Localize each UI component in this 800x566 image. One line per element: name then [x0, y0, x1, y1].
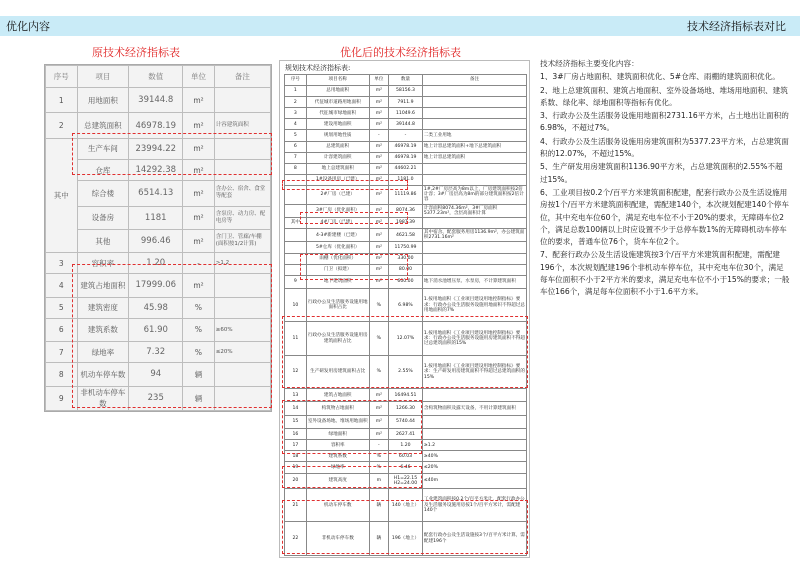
optimized-cell-item: 绿地率 — [306, 462, 369, 473]
optimized-cell-no — [285, 185, 307, 204]
optimized-table-row — [285, 415, 527, 428]
optimized-cell-no: 11 — [285, 322, 307, 355]
optimized-cell-value: 46978.19 — [389, 141, 423, 152]
optimized-cell-note — [422, 97, 526, 108]
optimized-cell-value: 11750.99 — [389, 242, 423, 253]
optimized-cell-item: 非机动车停车数 — [306, 522, 369, 556]
optimized-header-no: 序号 — [285, 75, 307, 86]
optimized-cell-unit: m² — [369, 119, 388, 130]
optimized-cell-value: 600.00 — [389, 275, 423, 288]
notes-item: 7、配套行政办公及生活设施建筑按3个/百平方米建筑面积配建，需配建196个，本次规划配建196个非机动车停车位，其中充电车位30个，满足每车位面积不小于2平方米的要求，满足充电车位不小于15%的要求；一般车位166个，满足每车位面积不小于1.6平方米。 — [540, 250, 790, 297]
notes-item: 4、行政办公及生活服务设施用房建筑面积为5377.23平方米，占总建筑面积的12.07%，不超过15%。 — [540, 136, 789, 159]
original-cell-item: 机动车停车数 — [77, 363, 129, 386]
original-cell-value: 996.46 — [129, 229, 183, 252]
optimized-cell-item: 建筑系数 — [306, 451, 369, 462]
original-cell-value: 235 — [129, 386, 183, 410]
optimized-cell-item: 行政办公及生活服务设施用地面积占比 — [306, 289, 369, 322]
optimized-cell-unit: m² — [369, 415, 388, 428]
header-right-title: 技术经济指标表对比 — [687, 20, 786, 33]
optimized-cell-value: 140（地上） — [389, 489, 423, 522]
optimized-cell-item: 室外设备场地、堆场用地面积 — [306, 415, 369, 428]
optimized-cell-item: 4-3#新建楼（已建） — [306, 229, 369, 242]
optimized-cell-unit: m² — [369, 152, 388, 163]
optimized-cell-unit: - — [369, 130, 388, 141]
optimized-cell-value: 2627.41 — [389, 429, 423, 440]
original-cell-no: 5 — [46, 297, 78, 318]
optimized-cell-item: 容积率 — [306, 440, 369, 451]
original-cell-unit: % — [183, 297, 215, 318]
optimized-cell-no: 10 — [285, 289, 307, 322]
original-cell-unit: % — [183, 342, 215, 363]
original-cell-note: ≥60% — [214, 318, 270, 341]
optimized-cell-item: 构筑物占地面积 — [306, 402, 369, 415]
optimized-cell-unit: m² — [369, 86, 388, 97]
original-table-row — [46, 229, 271, 252]
notes-item: 5、生产研发用房建筑面积1136.90平方米，占总建筑面积的2.55%不超过15%。 — [540, 162, 783, 184]
optimized-cell-no — [285, 264, 307, 275]
optimized-table-caption: 规划技术经济指标表: — [285, 64, 351, 72]
original-cell-note — [214, 138, 270, 159]
optimized-cell-unit: 辆 — [369, 522, 388, 556]
optimized-cell-value: - — [389, 130, 423, 141]
notes-item: 6、工业项目按0.2个/百平方米建筑面积配建，配套行政办公及生活设施用房按1个/百平方米建筑面积配建，需配建140个，本次规划配建140个停车位，其中充电车位60个，满足充电车位不小于20%的要求，无障碍车位2个，满足总数100辆以上时应设置不少于总停车数1%的无障碍机动车停车位的要求，普通车位76个，货车车位2个。 — [540, 187, 789, 247]
optimized-table-row — [285, 218, 527, 229]
optimized-cell-no: 19 — [285, 462, 307, 473]
optimized-table-row — [285, 451, 527, 462]
optimized-cell-note: 1#,2#厂房层高为8m以上，厂房建筑面积按2倍计容；3#厂房层高为8m的部分建筑面积按2倍计容 — [422, 185, 526, 204]
optimized-cell-value: 1987.39 — [389, 218, 423, 229]
changes-notes — [540, 58, 790, 300]
optimized-table-row — [285, 152, 527, 163]
optimized-cell-unit: m² — [369, 141, 388, 152]
optimized-table-row — [285, 522, 527, 556]
optimized-cell-item: 4#厂房（已建） — [306, 218, 369, 229]
original-cell-item: 其他 — [77, 229, 129, 252]
original-cell-no: 6 — [46, 318, 78, 341]
optimized-cell-value: 1.20 — [389, 440, 423, 451]
optimized-table-row — [285, 322, 527, 355]
optimized-cell-value: 8074.36 — [389, 204, 423, 217]
original-cell-note — [214, 297, 270, 318]
original-table-row — [46, 342, 271, 363]
optimized-header-unit: 单位 — [369, 75, 388, 86]
optimized-cell-no: 13 — [285, 389, 307, 402]
original-cell-item: 建筑占地面积 — [77, 274, 129, 297]
optimized-cell-no: 18 — [285, 451, 307, 462]
original-header-unit: 单位 — [183, 66, 215, 88]
optimized-cell-unit: m² — [369, 242, 388, 253]
optimized-cell-item: 地下建筑面积 — [306, 275, 369, 288]
optimized-cell-unit: % — [369, 355, 388, 388]
optimized-table-row — [285, 108, 527, 119]
original-cell-item: 生产车间 — [77, 138, 129, 159]
original-table-image — [44, 64, 272, 412]
optimized-cell-note — [422, 429, 526, 440]
optimized-cell-unit: m² — [369, 429, 388, 440]
optimized-cell-note: 地上计容总建筑面积 — [422, 152, 526, 163]
optimized-cell-no: 16 — [285, 429, 307, 440]
original-cell-value: 94 — [129, 363, 183, 386]
optimized-cell-value: 5740.44 — [389, 415, 423, 428]
original-cell-item: 仓库 — [77, 159, 129, 180]
original-cell-unit: m² — [183, 88, 215, 113]
original-cell-note — [214, 88, 270, 113]
optimized-table-row — [285, 462, 527, 473]
optimized-cell-item: 2#厂房（已建） — [306, 185, 369, 204]
header-left-title: 优化内容 — [6, 20, 50, 33]
original-cell-no: 4 — [46, 274, 78, 297]
original-table-row — [46, 113, 271, 138]
optimized-cell-value: 39144.8 — [389, 119, 423, 130]
optimized-cell-note — [422, 253, 526, 264]
optimized-cell-unit: m — [369, 473, 388, 489]
optimized-cell-note — [422, 86, 526, 97]
optimized-cell-note — [422, 264, 526, 275]
original-cell-item: 建筑密度 — [77, 297, 129, 318]
original-cell-item: 绿地率 — [77, 342, 129, 363]
optimized-cell-unit: m² — [369, 389, 388, 402]
optimized-table-row — [285, 402, 527, 415]
optimized-cell-note: 含构筑物面积及露天设备，不用计算建筑面积 — [422, 402, 526, 415]
original-cell-item: 综合楼 — [77, 181, 129, 206]
optimized-cell-note — [422, 119, 526, 130]
original-table-row — [46, 386, 271, 410]
original-cell-note: 含门卫、管廊/车棚(面积按1/2计算) — [214, 229, 270, 252]
optimized-cell-unit: m² — [369, 108, 388, 119]
optimized-table-row — [285, 97, 527, 108]
optimized-table-row — [285, 174, 527, 185]
optimized-table-row — [285, 289, 527, 322]
optimized-cell-note — [422, 108, 526, 119]
optimized-cell-item: 总建筑面积 — [306, 141, 369, 152]
original-header-no: 序号 — [46, 66, 78, 88]
original-cell-value: 7.32 — [129, 342, 183, 363]
optimized-cell-unit: m² — [369, 174, 388, 185]
optimized-cell-item: 机动车停车数 — [306, 489, 369, 522]
original-table-row — [46, 274, 271, 297]
optimized-cell-no: 2 — [285, 97, 307, 108]
original-cell-unit: m² — [183, 138, 215, 159]
header-bar — [0, 0, 800, 36]
optimized-cell-value: 80.00 — [389, 264, 423, 275]
original-cell-unit: m² — [183, 159, 215, 180]
original-cell-value: 61.90 — [129, 318, 183, 341]
optimized-cell-item: 建筑高度 — [306, 473, 369, 489]
optimized-cell-no: 9 — [285, 275, 307, 288]
optimized-cell-value: H1=22.15 H2=24.00 — [389, 473, 423, 489]
optimized-cell-value: 11049.6 — [389, 108, 423, 119]
optimized-cell-note: ≤20% — [422, 462, 526, 473]
optimized-cell-no: 3 — [285, 108, 307, 119]
optimized-cell-unit: m² — [369, 275, 388, 288]
optimized-cell-value: 1266.30 — [389, 402, 423, 415]
optimized-cell-note: 1.按用地面积《工业项目建设用地控制指标》要求：行政办公及生活服务设施用地面积不得超过总用地面积的7% — [422, 289, 526, 322]
optimized-cell-no: 22 — [285, 522, 307, 556]
optimized-cell-unit: m² — [369, 204, 388, 217]
optimized-cell-no — [285, 242, 307, 253]
original-cell-note: 含办公、宿舍、食堂等配套 — [214, 181, 270, 206]
original-table-row — [46, 297, 271, 318]
original-cell-unit: - — [183, 253, 215, 274]
optimized-cell-note — [422, 389, 526, 402]
optimized-cell-note: 地下消水池增压泵、水泵房，不计算建筑面积 — [422, 275, 526, 288]
optimized-cell-value: 6.98% — [389, 289, 423, 322]
optimized-cell-no: 7 — [285, 152, 307, 163]
original-cell-value: 14292.38 — [129, 159, 183, 180]
optimized-cell-no — [285, 204, 307, 217]
optimized-cell-unit: m² — [369, 229, 388, 242]
optimized-table-title: 优化后的技术经济指标表 — [340, 46, 461, 59]
optimized-cell-item: 总用地面积 — [306, 86, 369, 97]
optimized-cell-note: 配套行政办公及生活设施按3个/百平方米计算，需配建196个 — [422, 522, 526, 556]
optimized-table — [284, 74, 527, 556]
original-header-note: 备注 — [214, 66, 270, 88]
original-cell-value: 45.98 — [129, 297, 183, 318]
original-cell-unit: 辆 — [183, 363, 215, 386]
original-cell-item: 总建筑面积 — [77, 113, 129, 138]
original-cell-no: 1 — [46, 88, 78, 113]
optimized-table-row — [285, 264, 527, 275]
optimized-cell-unit: m² — [369, 163, 388, 174]
optimized-cell-no — [285, 253, 307, 264]
optimized-cell-no: 4 — [285, 119, 307, 130]
original-cell-value: 17999.06 — [129, 274, 183, 297]
optimized-table-row — [285, 204, 527, 217]
optimized-table-row — [285, 130, 527, 141]
original-cell-note: ≤20% — [214, 342, 270, 363]
optimized-cell-item: 规划用地性质 — [306, 130, 369, 141]
optimized-cell-no: 12 — [285, 355, 307, 388]
optimized-cell-note: 计容面积8074.36m²，3#厂房面积5377.23m²，含层高面积计算 — [422, 204, 526, 217]
optimized-cell-value: 4621.58 — [389, 229, 423, 242]
original-cell-value: 6514.13 — [129, 181, 183, 206]
notes-item: 2、地上总建筑面积、建筑占地面积、室外设备场地、堆场用地面积、建筑系数、绿化率、绿地面积等指标有优化。 — [540, 85, 788, 107]
original-table-row — [46, 206, 271, 229]
optimized-table-row — [285, 119, 527, 130]
notes-item: 3、行政办公及生活服务设施用地面积2731.16平方米，占土地出让面积的6.98%，不超过7%。 — [540, 111, 789, 133]
original-table-row — [46, 253, 271, 274]
original-table-row — [46, 138, 271, 159]
optimized-cell-no: 6 — [285, 141, 307, 152]
original-cell-no: 8 — [46, 363, 78, 386]
optimized-cell-no: 15 — [285, 415, 307, 428]
notes-item: 1、3#厂房占地面积、建筑面积优化、5#仓库、雨棚的建筑面积优化。 — [540, 72, 780, 82]
optimized-cell-item: 代征城市绿地面积 — [306, 108, 369, 119]
optimized-table-row — [285, 242, 527, 253]
optimized-cell-value: 330.00 — [389, 253, 423, 264]
original-cell-item: 建筑系数 — [77, 318, 129, 341]
optimized-cell-note: 1.按用地面积《工业项目建设用地控制指标》要求：生产研发用房建筑面积不得超过总建筑面积的15% — [422, 355, 526, 388]
optimized-cell-value: 196（地上） — [389, 522, 423, 556]
optimized-cell-item: 行政办公及生活服务设施用房建筑面积占比 — [306, 322, 369, 355]
original-cell-note — [214, 363, 270, 386]
optimized-table-row — [285, 489, 527, 522]
original-cell-value: 46978.19 — [129, 113, 183, 138]
optimized-cell-value: 6.46 — [389, 462, 423, 473]
optimized-cell-no: 5 — [285, 130, 307, 141]
optimized-table-row — [285, 473, 527, 489]
optimized-cell-note: ≤40m — [422, 473, 526, 489]
original-cell-note: >1.2 — [214, 253, 270, 274]
original-cell-unit: m² — [183, 113, 215, 138]
optimized-cell-note — [422, 415, 526, 428]
optimized-cell-note: 地上计容总建筑面积+地下总建筑面积 — [422, 141, 526, 152]
optimized-cell-item: 生产研发用房建筑面积占比 — [306, 355, 369, 388]
original-cell-value: 1181 — [129, 206, 183, 229]
optimized-cell-note — [422, 174, 526, 185]
optimized-cell-item: 建筑占地面积 — [306, 389, 369, 402]
original-header-item: 项目 — [77, 66, 129, 88]
optimized-cell-no — [285, 229, 307, 242]
optimized-cell-unit: m² — [369, 253, 388, 264]
optimized-cell-no: 14 — [285, 402, 307, 415]
optimized-cell-item: 3#厂房（优化面积） — [306, 204, 369, 217]
original-cell-item: 容积率 — [77, 253, 129, 274]
optimized-cell-note: ≥40% — [422, 451, 526, 462]
optimized-cell-no — [285, 174, 307, 185]
optimized-table-row — [285, 355, 527, 388]
optimized-cell-item: 1#设备用房（已建） — [306, 174, 369, 185]
original-cell-no: 7 — [46, 342, 78, 363]
optimized-cell-value: 58156.3 — [389, 86, 423, 97]
optimized-cell-no: 20 — [285, 473, 307, 489]
optimized-table-row — [285, 440, 527, 451]
optimized-cell-note: 二类工业用地 — [422, 130, 526, 141]
optimized-cell-note — [422, 163, 526, 174]
optimized-header-note: 备注 — [422, 75, 526, 86]
optimized-table-row — [285, 253, 527, 264]
optimized-cell-value: 1181.0 — [389, 174, 423, 185]
optimized-cell-no: 1 — [285, 86, 307, 97]
optimized-cell-no: 其中 — [285, 218, 307, 229]
optimized-cell-unit: m² — [369, 264, 388, 275]
optimized-cell-value: 46978.19 — [389, 152, 423, 163]
optimized-cell-unit: m² — [369, 402, 388, 415]
optimized-cell-note — [422, 218, 526, 229]
original-table-row — [46, 159, 271, 180]
optimized-cell-item: 计容建筑面积 — [306, 152, 369, 163]
original-table-row — [46, 318, 271, 341]
original-cell-group: 其中 — [46, 138, 78, 252]
original-header-value: 数值 — [129, 66, 183, 88]
original-cell-unit: m² — [183, 206, 215, 229]
original-table — [45, 65, 271, 411]
optimized-cell-unit: m² — [369, 97, 388, 108]
optimized-cell-note: 其中宿舍、配套服务用房1136.9m²，办公建筑面积2731.16m² — [422, 229, 526, 242]
original-cell-note — [214, 274, 270, 297]
optimized-cell-value: 2.55% — [389, 355, 423, 388]
original-cell-no: 2 — [46, 113, 78, 138]
optimized-cell-note: 1.按用地面积《工业项目建设用地控制指标》要求：行政办公及生活服务设施用房建筑面积不得超过总建筑面积的15% — [422, 322, 526, 355]
original-cell-unit: m² — [183, 181, 215, 206]
optimized-header-value: 数量 — [389, 75, 423, 86]
optimized-table-row — [285, 389, 527, 402]
optimized-cell-unit: % — [369, 451, 388, 462]
optimized-cell-unit: % — [369, 462, 388, 473]
optimized-cell-note: 工业建筑面积按0.2个/百平方米计，配套行政办公及生活服务设施用房按1个/百平方米计，需配建140个 — [422, 489, 526, 522]
original-cell-no: 9 — [46, 386, 78, 410]
notes-heading: 技术经济指标主要变化内容： — [540, 59, 639, 68]
original-cell-value: 39144.8 — [129, 88, 183, 113]
original-cell-note — [214, 159, 270, 180]
original-cell-note: 计容建筑面积 — [214, 113, 270, 138]
optimized-table-row — [285, 163, 527, 174]
original-cell-item: 用地面积 — [77, 88, 129, 113]
original-cell-unit: 辆 — [183, 386, 215, 410]
optimized-cell-note: ≥1.2 — [422, 440, 526, 451]
original-cell-item: 非机动车停车数 — [77, 386, 129, 410]
header-strip — [0, 16, 800, 36]
optimized-cell-unit: % — [369, 289, 388, 322]
optimized-cell-value: 11119.86 — [389, 185, 423, 204]
optimized-cell-item: 建设用地面积 — [306, 119, 369, 130]
optimized-cell-unit: 辆 — [369, 489, 388, 522]
original-table-row — [46, 181, 271, 206]
original-table-row — [46, 88, 271, 113]
optimized-cell-item: 门卫（拟建） — [306, 264, 369, 275]
optimized-cell-value: 16494.51 — [389, 389, 423, 402]
optimized-table-row — [285, 275, 527, 288]
optimized-cell-value: 12.07% — [389, 322, 423, 355]
original-table-title: 原技术经济指标表 — [92, 46, 180, 59]
optimized-table-row — [285, 429, 527, 440]
optimized-cell-no: 17 — [285, 440, 307, 451]
original-table-row — [46, 363, 271, 386]
optimized-table-image — [279, 60, 530, 558]
optimized-cell-no: 21 — [285, 489, 307, 522]
optimized-cell-item: 代征城市道路用地面积 — [306, 97, 369, 108]
optimized-cell-item: 雨棚（优化面积） — [306, 253, 369, 264]
optimized-cell-note — [422, 242, 526, 253]
original-cell-value: 1.20 — [129, 253, 183, 274]
original-cell-unit: m² — [183, 229, 215, 252]
optimized-table-row — [285, 185, 527, 204]
optimized-table-row — [285, 141, 527, 152]
original-cell-no: 3 — [46, 253, 78, 274]
optimized-cell-value: 7911.9 — [389, 97, 423, 108]
optimized-cell-unit: m² — [369, 185, 388, 204]
original-cell-item: 设备房 — [77, 206, 129, 229]
optimized-header-item: 项目名称 — [306, 75, 369, 86]
original-cell-note: 含泵房、动力房、配电房等 — [214, 206, 270, 229]
original-cell-unit: % — [183, 318, 215, 341]
original-cell-value: 23994.22 — [129, 138, 183, 159]
optimized-cell-item: 地上总建筑面积 — [306, 163, 369, 174]
optimized-cell-unit: m² — [369, 218, 388, 229]
optimized-table-row — [285, 86, 527, 97]
optimized-cell-unit: - — [369, 440, 388, 451]
optimized-table-row — [285, 229, 527, 242]
optimized-cell-value: 60.03 — [389, 451, 423, 462]
optimized-cell-unit: % — [369, 322, 388, 355]
optimized-cell-item: 绿地面积 — [306, 429, 369, 440]
optimized-cell-no: 8 — [285, 163, 307, 174]
optimized-cell-item: 5#仓库（优化面积） — [306, 242, 369, 253]
original-cell-note — [214, 386, 270, 410]
optimized-cell-value: 44602.21 — [389, 163, 423, 174]
original-cell-unit: m² — [183, 274, 215, 297]
